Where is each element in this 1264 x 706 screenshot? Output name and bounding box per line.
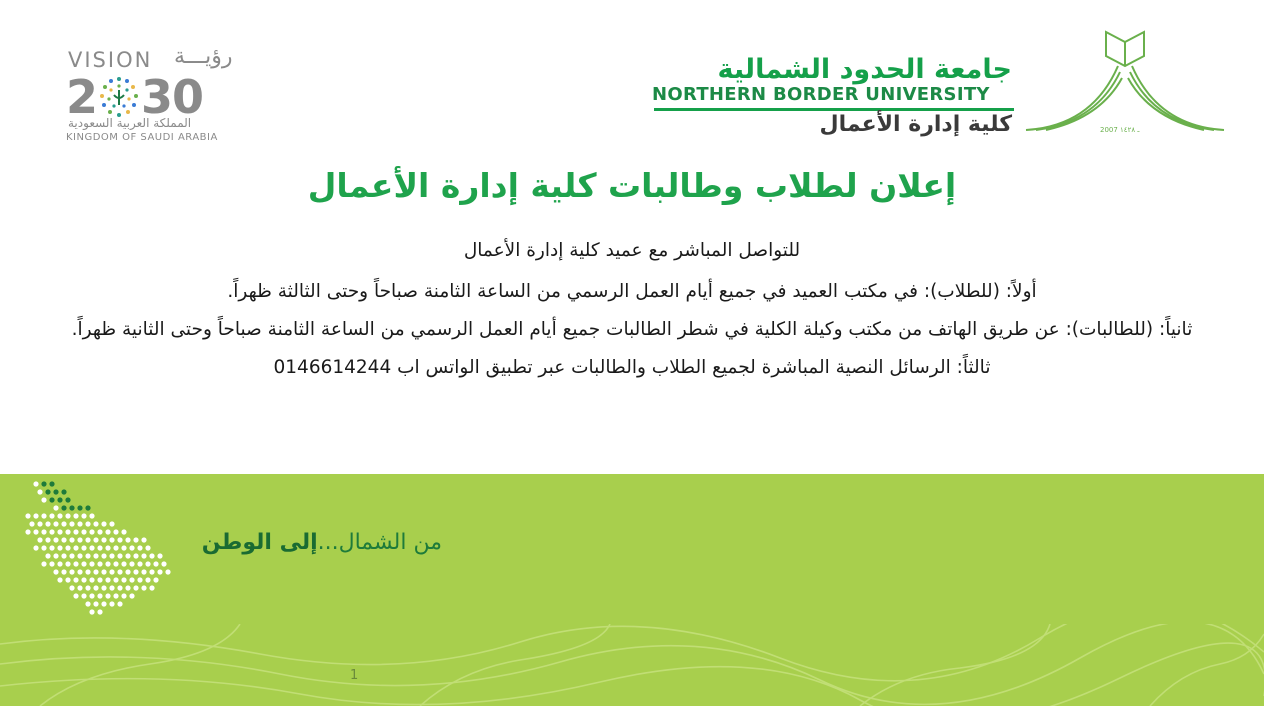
map-dot bbox=[41, 497, 46, 502]
map-dot bbox=[85, 537, 90, 542]
map-dot bbox=[97, 593, 102, 598]
map-dot bbox=[121, 577, 126, 582]
map-dot bbox=[89, 609, 94, 614]
map-dot bbox=[49, 561, 54, 566]
map-dot bbox=[145, 577, 150, 582]
map-dot bbox=[29, 521, 34, 526]
map-dot bbox=[45, 537, 50, 542]
map-dot bbox=[121, 561, 126, 566]
map-dot bbox=[69, 537, 74, 542]
map-dot bbox=[129, 577, 134, 582]
third-item: ثالثاً: الرسائل النصية المباشرة لجميع الطلاب والطالبات عبر تطبيق الواتس اب 0146614244 bbox=[273, 357, 991, 378]
map-dot bbox=[105, 593, 110, 598]
map-dot bbox=[97, 545, 102, 550]
map-dot bbox=[69, 553, 74, 558]
map-dot bbox=[73, 577, 78, 582]
map-dot bbox=[141, 537, 146, 542]
map-dot bbox=[133, 585, 138, 590]
map-dot bbox=[57, 577, 62, 582]
map-dot bbox=[117, 601, 122, 606]
map-dot bbox=[85, 585, 90, 590]
map-dot bbox=[125, 537, 130, 542]
map-dot bbox=[97, 561, 102, 566]
map-dot bbox=[125, 585, 130, 590]
map-dot bbox=[149, 553, 154, 558]
map-dot bbox=[157, 553, 162, 558]
map-dot bbox=[77, 521, 82, 526]
map-dot bbox=[113, 561, 118, 566]
map-dot bbox=[61, 521, 66, 526]
map-dot bbox=[113, 577, 118, 582]
university-emblem-icon bbox=[1022, 26, 1228, 138]
college-name: كلية إدارة الأعمال bbox=[819, 112, 1012, 137]
map-dot bbox=[93, 585, 98, 590]
vision-2030-logo bbox=[62, 44, 277, 144]
map-dot bbox=[93, 601, 98, 606]
map-dot bbox=[57, 497, 62, 502]
map-dot bbox=[61, 537, 66, 542]
map-dot bbox=[57, 529, 62, 534]
map-dot bbox=[85, 505, 90, 510]
map-dot bbox=[33, 481, 38, 486]
map-dot bbox=[117, 569, 122, 574]
map-dot bbox=[37, 489, 42, 494]
map-dot bbox=[85, 601, 90, 606]
map-dot bbox=[33, 529, 38, 534]
map-dot bbox=[53, 505, 58, 510]
map-dot bbox=[129, 561, 134, 566]
announcement-body bbox=[14, 230, 1250, 388]
map-dot bbox=[97, 577, 102, 582]
map-dot bbox=[157, 569, 162, 574]
map-dot bbox=[41, 529, 46, 534]
map-dot bbox=[89, 561, 94, 566]
map-dot bbox=[53, 569, 58, 574]
map-dot bbox=[25, 529, 30, 534]
map-dot bbox=[89, 577, 94, 582]
map-dot bbox=[85, 553, 90, 558]
map-dot bbox=[93, 521, 98, 526]
map-dot bbox=[57, 545, 62, 550]
slogan-part1: من الشمال... bbox=[317, 530, 442, 555]
map-dot bbox=[65, 513, 70, 518]
map-dot bbox=[49, 497, 54, 502]
map-dot bbox=[109, 569, 114, 574]
map-dot bbox=[129, 593, 134, 598]
map-dot bbox=[117, 553, 122, 558]
map-dot bbox=[33, 513, 38, 518]
map-dot bbox=[93, 553, 98, 558]
map-dot bbox=[49, 513, 54, 518]
map-dot bbox=[77, 585, 82, 590]
map-dot bbox=[81, 529, 86, 534]
map-dot bbox=[97, 529, 102, 534]
map-dot bbox=[149, 569, 154, 574]
map-dot bbox=[61, 505, 66, 510]
vision-year-left: 2 bbox=[66, 70, 98, 124]
second-item: ثانياً: (للطالبات): عن طريق الهاتف من مكتب وكيلة الكلية في شطر الطالبات جميع أيام العمل الرسمي من الساعة الثامنة صباحاً وحتى الثانية ظهراً. bbox=[71, 319, 1193, 340]
map-dot bbox=[45, 521, 50, 526]
map-dot bbox=[89, 545, 94, 550]
map-dot bbox=[77, 537, 82, 542]
map-dot bbox=[121, 529, 126, 534]
map-dot bbox=[113, 593, 118, 598]
saudi-map-icon bbox=[22, 480, 198, 630]
map-dot bbox=[141, 569, 146, 574]
map-dot bbox=[141, 585, 146, 590]
map-dot bbox=[41, 481, 46, 486]
map-dot bbox=[85, 569, 90, 574]
map-dot bbox=[121, 545, 126, 550]
footer-banner bbox=[0, 474, 1264, 706]
map-dot bbox=[109, 537, 114, 542]
map-dot bbox=[129, 545, 134, 550]
contour-pattern bbox=[0, 624, 1264, 706]
map-dot bbox=[61, 489, 66, 494]
map-dot bbox=[109, 521, 114, 526]
map-dot bbox=[49, 481, 54, 486]
vision-emblem-icon bbox=[97, 75, 141, 119]
map-dot bbox=[137, 561, 142, 566]
map-dot bbox=[61, 569, 66, 574]
map-dot bbox=[109, 585, 114, 590]
map-dot bbox=[113, 529, 118, 534]
slogan-part2: إلى الوطن bbox=[201, 530, 318, 555]
map-dot bbox=[73, 561, 78, 566]
map-dot bbox=[65, 545, 70, 550]
map-dot bbox=[85, 521, 90, 526]
page-number: 1 bbox=[350, 668, 359, 683]
map-dot bbox=[105, 561, 110, 566]
map-dot bbox=[109, 601, 114, 606]
map-dot bbox=[73, 529, 78, 534]
map-dot bbox=[149, 585, 154, 590]
map-dot bbox=[137, 545, 142, 550]
university-name-en: NORTHERN BORDER UNIVERSITY bbox=[652, 84, 990, 105]
map-dot bbox=[57, 561, 62, 566]
map-dot bbox=[49, 545, 54, 550]
map-dot bbox=[69, 505, 74, 510]
map-dot bbox=[69, 521, 74, 526]
map-dot bbox=[65, 529, 70, 534]
intro-line: للتواصل المباشر مع عميد كلية إدارة الأعمال bbox=[463, 240, 801, 261]
vision-label: VISION bbox=[68, 48, 153, 72]
map-dot bbox=[97, 609, 102, 614]
map-dot bbox=[125, 569, 130, 574]
map-dot bbox=[81, 593, 86, 598]
map-dot bbox=[133, 537, 138, 542]
map-dot bbox=[73, 545, 78, 550]
map-dot bbox=[145, 545, 150, 550]
map-dot bbox=[117, 585, 122, 590]
map-dot bbox=[133, 553, 138, 558]
map-dot bbox=[53, 521, 58, 526]
map-dot bbox=[45, 553, 50, 558]
map-dot bbox=[53, 553, 58, 558]
map-dot bbox=[53, 537, 58, 542]
map-dot bbox=[41, 545, 46, 550]
map-dot bbox=[101, 553, 106, 558]
map-dot bbox=[101, 585, 106, 590]
map-dot bbox=[65, 497, 70, 502]
map-dot bbox=[161, 561, 166, 566]
map-dot bbox=[73, 513, 78, 518]
kingdom-name-ar: المملكة العربية السعودية bbox=[68, 116, 192, 130]
map-dot bbox=[33, 545, 38, 550]
map-dot bbox=[65, 577, 70, 582]
map-dot bbox=[101, 601, 106, 606]
map-dot bbox=[81, 513, 86, 518]
map-dot bbox=[77, 569, 82, 574]
map-dot bbox=[105, 577, 110, 582]
map-dot bbox=[81, 577, 86, 582]
map-dot bbox=[113, 545, 118, 550]
map-dot bbox=[77, 553, 82, 558]
map-dot bbox=[45, 489, 50, 494]
map-dot bbox=[153, 561, 158, 566]
map-dot bbox=[121, 593, 126, 598]
footer-slogan bbox=[180, 530, 442, 555]
map-dot bbox=[89, 593, 94, 598]
university-logo bbox=[650, 28, 1230, 144]
map-dot bbox=[77, 505, 82, 510]
map-dot bbox=[89, 513, 94, 518]
map-dot bbox=[25, 513, 30, 518]
vision-label-ar: رؤيـــة bbox=[174, 44, 233, 69]
map-dot bbox=[49, 529, 54, 534]
map-dot bbox=[109, 553, 114, 558]
university-name-ar: جامعة الحدود الشمالية bbox=[717, 54, 1012, 85]
map-dot bbox=[101, 537, 106, 542]
map-dot bbox=[41, 513, 46, 518]
map-dot bbox=[57, 513, 62, 518]
map-dot bbox=[133, 569, 138, 574]
map-dot bbox=[141, 553, 146, 558]
map-dot bbox=[69, 569, 74, 574]
map-dot bbox=[37, 537, 42, 542]
emblem-years: 2007 ـ ١٤٢٨ bbox=[1100, 126, 1140, 134]
vision-year-right: 30 bbox=[141, 70, 204, 124]
map-dot bbox=[117, 537, 122, 542]
map-dot bbox=[165, 569, 170, 574]
map-dot bbox=[69, 585, 74, 590]
map-dot bbox=[61, 553, 66, 558]
map-dot bbox=[101, 521, 106, 526]
map-dot bbox=[153, 577, 158, 582]
map-dot bbox=[105, 529, 110, 534]
map-dot bbox=[105, 545, 110, 550]
map-dot bbox=[93, 537, 98, 542]
first-item: أولاً: (للطلاب): في مكتب العميد في جميع أيام العمل الرسمي من الساعة الثامنة صباحاً وحتى الثالثة ظهراً. bbox=[227, 281, 1037, 302]
map-dot bbox=[53, 489, 58, 494]
announcement-title: إعلان لطلاب وطالبات كلية إدارة الأعمال bbox=[307, 166, 957, 205]
map-dot bbox=[81, 561, 86, 566]
map-dot bbox=[41, 561, 46, 566]
map-dot bbox=[93, 569, 98, 574]
map-dot bbox=[137, 577, 142, 582]
logo-divider bbox=[654, 108, 1014, 111]
map-dot bbox=[89, 529, 94, 534]
map-dot bbox=[81, 545, 86, 550]
map-dot bbox=[125, 553, 130, 558]
map-dot bbox=[73, 593, 78, 598]
map-dot bbox=[145, 561, 150, 566]
kingdom-name-en: KINGDOM OF SAUDI ARABIA bbox=[66, 132, 218, 143]
map-dot bbox=[101, 569, 106, 574]
map-dot bbox=[37, 521, 42, 526]
map-dot bbox=[65, 561, 70, 566]
